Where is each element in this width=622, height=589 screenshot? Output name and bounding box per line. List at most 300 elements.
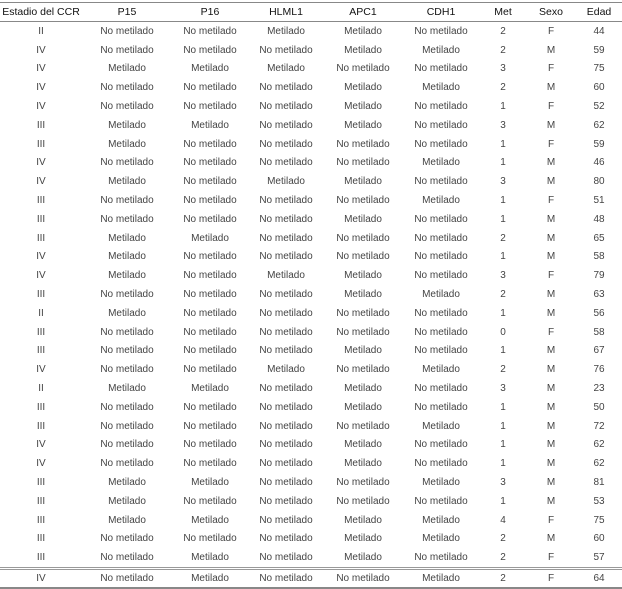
cell-apc1: Metilado (344, 289, 382, 301)
cell-cdh1: No metilado (414, 458, 468, 470)
cell-p15: No metilado (100, 401, 154, 413)
cell-p16: Metilado (191, 232, 229, 244)
table-row (0, 417, 622, 436)
cell-sex: M (546, 364, 556, 376)
cell-hlml1: No metilado (259, 44, 313, 56)
cell-sex: F (526, 569, 576, 589)
cell-cdh1: No metilado (414, 251, 468, 263)
table-row (0, 22, 622, 41)
cell-apc1: Metilado (344, 401, 382, 413)
cell-hlml1: No metilado (259, 345, 313, 357)
cell-apc1: No metilado (336, 326, 390, 338)
cell-p15: No metilado (100, 195, 154, 207)
cell-age: 81 (593, 477, 605, 489)
cell-p16: No metilado (183, 25, 237, 37)
cell-hlml1: No metilado (259, 232, 313, 244)
cell-sex: M (546, 251, 556, 263)
cell-sex: F (547, 138, 555, 150)
cell-sex: M (546, 458, 556, 470)
cell-cdh1: No metilado (414, 270, 468, 282)
cell-met: 1 (500, 138, 506, 150)
methylation-table (0, 2, 622, 589)
cell-age: 67 (593, 345, 605, 357)
cell-p16: No metilado (183, 82, 237, 94)
cell-met: 2 (500, 552, 506, 564)
cell-p16: No metilado (183, 251, 237, 263)
cell-apc1: No metilado (336, 364, 390, 376)
table-row (0, 492, 622, 511)
cell-hlml1: No metilado (259, 495, 313, 507)
cell-stage: III (36, 401, 46, 413)
cell-hlml1: No metilado (259, 383, 313, 395)
cell-met: 1 (500, 439, 506, 451)
cell-p15: Metilado (108, 477, 146, 489)
cell-met: 1 (500, 420, 506, 432)
table-row (0, 342, 622, 361)
cell-met: 1 (500, 458, 506, 470)
cell-cdh1: Metilado (422, 514, 460, 526)
cell-sex: M (546, 420, 556, 432)
table-row (0, 210, 622, 229)
cell-apc1: Metilado (344, 552, 382, 564)
cell-sex: M (546, 439, 556, 451)
cell-p15: No metilado (100, 101, 154, 113)
cell-stage: IV (36, 157, 46, 169)
cell-p15: Metilado (108, 232, 146, 244)
cell-met: 3 (500, 477, 506, 489)
table-row (0, 379, 622, 398)
cell-stage: III (36, 514, 46, 526)
cell-p16: No metilado (183, 420, 237, 432)
cell-age: 60 (593, 533, 605, 545)
cell-met: 1 (500, 495, 506, 507)
cell-cdh1: No metilado (414, 176, 468, 188)
table-row (0, 78, 622, 97)
cell-cdh1: No metilado (414, 495, 468, 507)
cell-p16: Metilado (191, 552, 229, 564)
cell-age: 62 (593, 439, 605, 451)
cell-hlml1: No metilado (259, 157, 313, 169)
cell-apc1: Metilado (344, 119, 382, 131)
cell-cdh1: No metilado (414, 138, 468, 150)
cell-p16: No metilado (183, 289, 237, 301)
cell-cdh1: No metilado (414, 439, 468, 451)
cell-sex: F (547, 63, 555, 75)
cell-p15: No metilado (100, 289, 154, 301)
cell-age: 58 (593, 326, 605, 338)
cell-p16: Metilado (191, 477, 229, 489)
cell-met: 2 (500, 25, 506, 37)
cell-met: 1 (500, 307, 506, 319)
cell-cdh1: Metilado (422, 477, 460, 489)
cell-p15: No metilado (100, 157, 154, 169)
cell-sex: M (546, 213, 556, 225)
cell-age: 62 (593, 458, 605, 470)
cell-p16: Metilado (191, 383, 229, 395)
cell-stage: III (36, 477, 46, 489)
cell-p15: Metilado (108, 270, 146, 282)
cell-apc1: No metilado (336, 420, 390, 432)
cell-apc1: No metilado (336, 495, 390, 507)
cell-apc1: No metilado (336, 195, 390, 207)
cell-apc1: No metilado (336, 307, 390, 319)
cell-stage: III (36, 213, 46, 225)
cell-cdh1: Metilado (422, 82, 460, 94)
cell-hlml1: No metilado (259, 119, 313, 131)
cell-p16: No metilado (183, 495, 237, 507)
cell-hlml1: Metilado (267, 63, 305, 75)
cell-stage: II (38, 25, 44, 37)
cell-sex: M (546, 232, 556, 244)
cell-p16: No metilado (183, 270, 237, 282)
table-row (0, 97, 622, 116)
cell-met: 1 (500, 195, 506, 207)
cell-met: 1 (500, 251, 506, 263)
cell-apc1: Metilado (344, 176, 382, 188)
cell-hlml1: No metilado (259, 477, 313, 489)
cell-stage: IV (36, 270, 46, 282)
cell-hlml1: No metilado (259, 251, 313, 263)
cell-age: 79 (593, 270, 605, 282)
cell-stage: IV (36, 251, 46, 263)
cell-apc1: Metilado (344, 439, 382, 451)
cell-apc1: No metilado (336, 232, 390, 244)
cell-cdh1: No metilado (414, 25, 468, 37)
cell-apc1: No metilado (336, 477, 390, 489)
cell-p15: No metilado (100, 326, 154, 338)
cell-p16: No metilado (183, 138, 237, 150)
cell-age: 51 (593, 195, 605, 207)
cell-apc1: Metilado (344, 270, 382, 282)
cell-p16: No metilado (183, 401, 237, 413)
cell-hlml1: No metilado (259, 514, 313, 526)
cell-p15: Metilado (108, 119, 146, 131)
cell-cdh1: Metilado (422, 157, 460, 169)
cell-p15: Metilado (108, 495, 146, 507)
cell-hlml1: No metilado (259, 82, 313, 94)
table-row (0, 436, 622, 455)
table-row (0, 229, 622, 248)
cell-age: 76 (593, 364, 605, 376)
table-row (0, 548, 622, 568)
cell-stage: III (36, 420, 46, 432)
cell-apc1: No metilado (336, 251, 390, 263)
cell-cdh1: No metilado (414, 101, 468, 113)
cell-met: 2 (500, 533, 506, 545)
cell-met: 3 (500, 63, 506, 75)
cell-apc1: Metilado (344, 101, 382, 113)
cell-hlml1: No metilado (259, 401, 313, 413)
cell-met: 2 (500, 289, 506, 301)
column-header-apc1: APC1 (324, 3, 402, 22)
cell-cdh1: Metilado (422, 420, 460, 432)
cell-apc1: Metilado (344, 213, 382, 225)
cell-apc1: No metilado (336, 63, 390, 75)
cell-stage: III (36, 119, 46, 131)
table-row (0, 248, 622, 267)
cell-p16: No metilado (183, 176, 237, 188)
cell-met: 1 (500, 157, 506, 169)
cell-age: 44 (593, 25, 605, 37)
table-row (0, 285, 622, 304)
cell-cdh1: Metilado (402, 569, 480, 589)
cell-stage: IV (0, 569, 82, 589)
cell-p15: Metilado (108, 383, 146, 395)
cell-stage: III (36, 138, 46, 150)
table-row (0, 360, 622, 379)
cell-stage: II (38, 307, 44, 319)
cell-hlml1: No metilado (259, 195, 313, 207)
cell-met: 2 (500, 364, 506, 376)
cell-p16: No metilado (183, 458, 237, 470)
cell-met: 1 (500, 213, 506, 225)
cell-p15: No metilado (100, 533, 154, 545)
cell-stage: III (36, 232, 46, 244)
cell-met: 1 (500, 345, 506, 357)
cell-p16: No metilado (183, 44, 237, 56)
cell-cdh1: No metilado (414, 119, 468, 131)
cell-stage: IV (36, 63, 46, 75)
cell-sex: F (547, 270, 555, 282)
cell-sex: M (546, 157, 556, 169)
cell-age: 80 (593, 176, 605, 188)
cell-stage: IV (36, 176, 46, 188)
column-header-met: Met (480, 3, 526, 22)
table-row (0, 473, 622, 492)
cell-cdh1: Metilado (422, 533, 460, 545)
cell-p16: No metilado (183, 195, 237, 207)
cell-hlml1: No metilado (259, 213, 313, 225)
cell-met: 1 (500, 401, 506, 413)
cell-p15: Metilado (108, 63, 146, 75)
cell-apc1: Metilado (344, 82, 382, 94)
cell-p15: No metilado (100, 345, 154, 357)
cell-sex: F (547, 195, 555, 207)
cell-stage: IV (36, 44, 46, 56)
column-header-hlml1: HLML1 (248, 3, 324, 22)
cell-apc1: Metilado (344, 533, 382, 545)
cell-sex: M (546, 289, 556, 301)
cell-p16: No metilado (183, 326, 237, 338)
cell-p16: Metilado (191, 514, 229, 526)
column-header-age: Edad (576, 3, 622, 22)
cell-sex: F (547, 514, 555, 526)
cell-sex: F (547, 552, 555, 564)
cell-age: 59 (593, 44, 605, 56)
cell-hlml1: Metilado (267, 176, 305, 188)
cell-sex: F (547, 326, 555, 338)
cell-apc1: Metilado (344, 345, 382, 357)
cell-hlml1: No metilado (259, 326, 313, 338)
cell-age: 60 (593, 82, 605, 94)
cell-stage: IV (36, 364, 46, 376)
table-row (0, 172, 622, 191)
table-row (0, 116, 622, 135)
cell-age: 62 (593, 119, 605, 131)
cell-age: 58 (593, 251, 605, 263)
cell-cdh1: No metilado (414, 401, 468, 413)
cell-apc1: Metilado (344, 514, 382, 526)
cell-cdh1: Metilado (422, 364, 460, 376)
cell-stage: III (36, 345, 46, 357)
cell-met: 3 (500, 119, 506, 131)
cell-age: 50 (593, 401, 605, 413)
cell-apc1: No metilado (324, 569, 402, 589)
cell-met: 1 (500, 101, 506, 113)
cell-sex: M (546, 82, 556, 94)
cell-p15: No metilado (100, 44, 154, 56)
cell-cdh1: No metilado (414, 307, 468, 319)
table-row (0, 398, 622, 417)
cell-stage: II (38, 383, 44, 395)
cell-apc1: Metilado (344, 44, 382, 56)
cell-sex: M (546, 119, 556, 131)
cell-sex: M (546, 176, 556, 188)
cell-sex: M (546, 44, 556, 56)
table-row (0, 135, 622, 154)
cell-sex: M (546, 495, 556, 507)
cell-hlml1: No metilado (259, 420, 313, 432)
cell-met: 2 (500, 82, 506, 94)
cell-apc1: No metilado (336, 157, 390, 169)
cell-met: 4 (500, 514, 506, 526)
column-header-stage: Estadio del CCR (0, 3, 82, 22)
cell-sex: M (546, 477, 556, 489)
cell-p16: No metilado (183, 533, 237, 545)
cell-apc1: Metilado (344, 458, 382, 470)
cell-age: 56 (593, 307, 605, 319)
cell-met: 2 (500, 232, 506, 244)
cell-hlml1: No metilado (259, 439, 313, 451)
cell-p15: Metilado (108, 138, 146, 150)
cell-age: 52 (593, 101, 605, 113)
cell-p15: Metilado (108, 251, 146, 263)
cell-stage: IV (36, 101, 46, 113)
cell-stage: III (36, 326, 46, 338)
cell-age: 53 (593, 495, 605, 507)
cell-p15: Metilado (108, 307, 146, 319)
column-header-cdh1: CDH1 (402, 3, 480, 22)
cell-p16: No metilado (183, 439, 237, 451)
cell-age: 63 (593, 289, 605, 301)
cell-met: 3 (500, 176, 506, 188)
cell-age: 46 (593, 157, 605, 169)
table-row (0, 41, 622, 60)
cell-p16: No metilado (183, 364, 237, 376)
cell-age: 23 (593, 383, 605, 395)
cell-hlml1: No metilado (259, 533, 313, 545)
table-row (0, 454, 622, 473)
cell-age: 75 (593, 514, 605, 526)
cell-cdh1: No metilado (414, 326, 468, 338)
cell-stage: IV (36, 458, 46, 470)
cell-cdh1: No metilado (414, 383, 468, 395)
cell-stage: III (36, 195, 46, 207)
cell-apc1: Metilado (344, 383, 382, 395)
cell-met: 3 (500, 383, 506, 395)
cell-p15: No metilado (100, 25, 154, 37)
cell-p15: No metilado (100, 82, 154, 94)
cell-sex: M (546, 383, 556, 395)
cell-apc1: No metilado (336, 138, 390, 150)
cell-met: 2 (500, 44, 506, 56)
cell-p16: No metilado (183, 345, 237, 357)
cell-hlml1: Metilado (267, 25, 305, 37)
cell-p16: No metilado (183, 157, 237, 169)
cell-hlml1: Metilado (267, 270, 305, 282)
cell-cdh1: No metilado (414, 63, 468, 75)
cell-cdh1: No metilado (414, 552, 468, 564)
table-row (0, 154, 622, 173)
cell-age: 65 (593, 232, 605, 244)
cell-hlml1: No metilado (259, 138, 313, 150)
cell-cdh1: Metilado (422, 195, 460, 207)
cell-cdh1: Metilado (422, 44, 460, 56)
cell-sex: M (546, 401, 556, 413)
cell-p16: Metilado (172, 569, 248, 589)
table-row (0, 323, 622, 342)
cell-p16: Metilado (191, 119, 229, 131)
cell-hlml1: No metilado (259, 552, 313, 564)
cell-stage: III (36, 495, 46, 507)
table-row (0, 530, 622, 549)
cell-apc1: Metilado (344, 25, 382, 37)
cell-hlml1: No metilado (248, 569, 324, 589)
cell-p15: No metilado (100, 213, 154, 225)
cell-p15: No metilado (100, 458, 154, 470)
cell-met: 3 (500, 270, 506, 282)
cell-hlml1: No metilado (259, 101, 313, 113)
cell-p15: Metilado (108, 514, 146, 526)
table-row (0, 569, 622, 589)
cell-age: 57 (593, 552, 605, 564)
cell-hlml1: No metilado (259, 307, 313, 319)
cell-cdh1: Metilado (422, 289, 460, 301)
cell-cdh1: No metilado (414, 232, 468, 244)
column-header-sex: Sexo (526, 3, 576, 22)
cell-sex: M (546, 345, 556, 357)
cell-sex: F (547, 25, 555, 37)
cell-p15: No metilado (100, 364, 154, 376)
cell-p15: No metilado (82, 569, 172, 589)
cell-sex: M (546, 307, 556, 319)
cell-age: 72 (593, 420, 605, 432)
cell-stage: III (36, 289, 46, 301)
cell-p15: No metilado (100, 552, 154, 564)
cell-stage: III (36, 533, 46, 545)
cell-p16: No metilado (183, 101, 237, 113)
cell-p16: No metilado (183, 307, 237, 319)
cell-hlml1: No metilado (259, 289, 313, 301)
cell-stage: IV (36, 439, 46, 451)
cell-age: 48 (593, 213, 605, 225)
cell-met: 0 (500, 326, 506, 338)
cell-stage: III (36, 552, 46, 564)
cell-age: 75 (593, 63, 605, 75)
cell-sex: F (547, 101, 555, 113)
cell-stage: IV (36, 82, 46, 94)
cell-p15: No metilado (100, 420, 154, 432)
table-row (0, 511, 622, 530)
cell-p15: No metilado (100, 439, 154, 451)
column-header-p15: P15 (82, 3, 172, 22)
column-header-p16: P16 (172, 3, 248, 22)
table-row (0, 191, 622, 210)
cell-p16: Metilado (191, 63, 229, 75)
cell-p15: Metilado (108, 176, 146, 188)
cell-hlml1: Metilado (267, 364, 305, 376)
cell-age: 64 (576, 569, 622, 589)
